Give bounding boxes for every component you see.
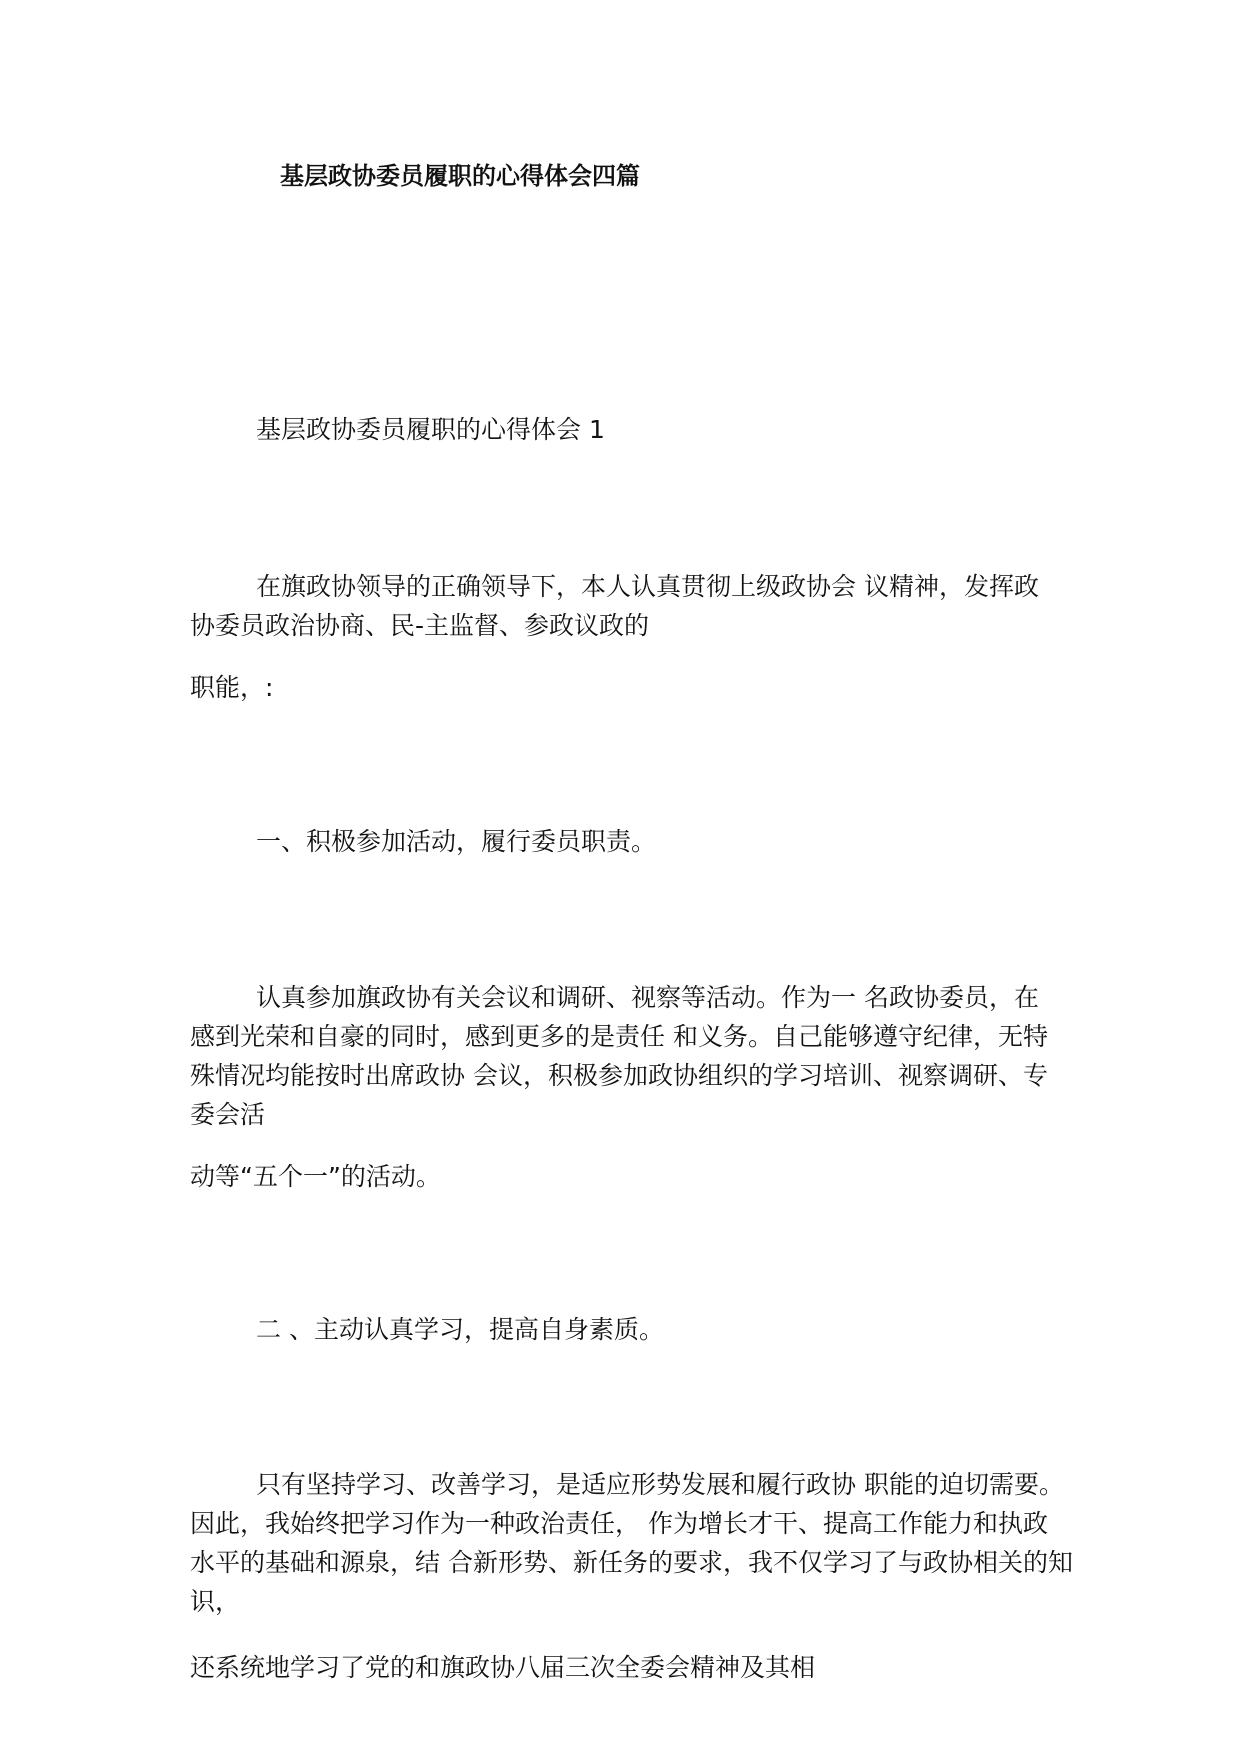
section2-tail: 还系统地学习了党的和旗政协八届三次全委会精神及其相 — [190, 1653, 816, 1682]
document-title: 基层政协委员履职的心得体会四篇 — [280, 162, 640, 190]
intro-paragraph — [190, 567, 1070, 645]
section1-line-3: 殊情况均能按时出席政协 会议，积极参加政协组织的学习培训、视察调研、专 — [190, 1061, 1048, 1090]
section1-paragraph — [190, 978, 1070, 1134]
intro-line-2: 协委员政治协商、民-主监督、参政议政的 — [190, 611, 650, 640]
section1-line-4: 委会活 — [190, 1100, 266, 1129]
intro-line-1: 在旗政协领导的正确领导下，本人认真贯彻上级政协会 议精神，发挥政 — [256, 572, 1039, 601]
section2-line-1: 只有坚持学习、改善学习，是适应形势发展和履行政协 职能的迫切需要。 — [256, 1470, 1064, 1499]
section2-line-3: 水平的基础和源泉，结 合新形势、新任务的要求，我不仅学习了与政协相关的知 — [190, 1548, 1073, 1577]
section1-line-2: 感到光荣和自豪的同时，感到更多的是责任 和义务。自己能够遵守纪律，无特 — [190, 1022, 1048, 1051]
subtitle: 基层政协委员履职的心得体会 1 — [256, 415, 605, 444]
section2-line-2: 因此，我始终把学习作为一种政治责任， 作为增长才干、提高工作能力和执政 — [190, 1509, 1048, 1538]
section1-heading: 一、积极参加活动，履行委员职责。 — [256, 827, 657, 856]
section2-heading: 二 、主动认真学习，提高自身素质。 — [256, 1315, 664, 1344]
section1-line-1: 认真参加旗政协有关会议和调研、视察等活动。作为一 名政协委员，在 — [256, 983, 1039, 1012]
intro-tail: 职能，: — [190, 673, 274, 702]
section2-paragraph — [190, 1465, 1073, 1621]
section1-tail: 动等“五个一”的活动。 — [190, 1162, 441, 1191]
section2-line-4: 识， — [190, 1587, 241, 1616]
